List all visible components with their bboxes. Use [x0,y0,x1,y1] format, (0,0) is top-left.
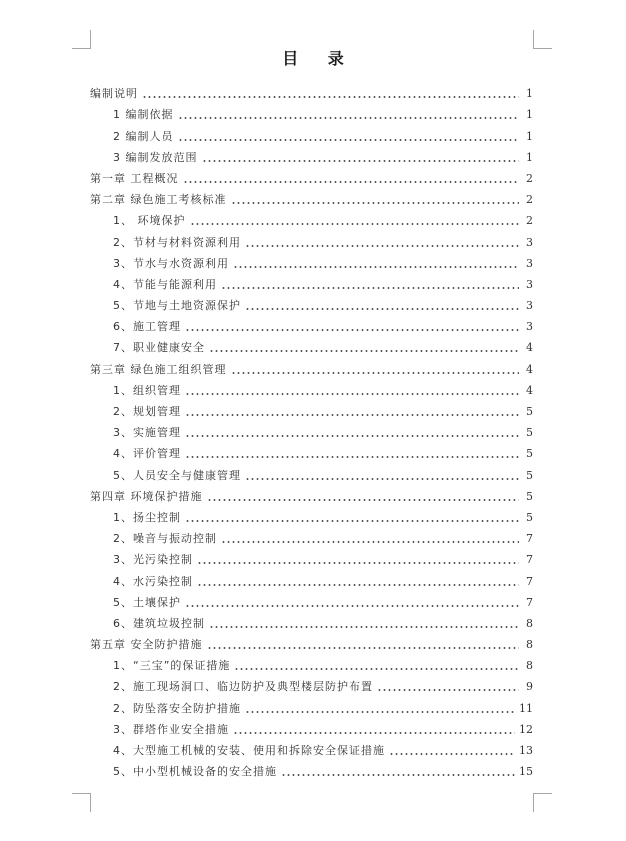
toc-entry-label: 第五章 安全防护措施 [90,638,203,652]
toc-entry[interactable] [90,419,533,440]
toc-entry-page-number: 2 [526,214,533,228]
toc-dot-leader [142,96,519,98]
toc-entry[interactable] [90,313,533,334]
toc-entry-page-number: 8 [526,638,533,652]
toc-entry[interactable] [90,144,533,165]
toc-entry-label: 4、水污染控制 [113,574,193,588]
toc-entry[interactable] [90,292,533,313]
toc-dot-leader [185,605,519,607]
toc-entry[interactable] [90,334,533,355]
toc-entry[interactable] [90,567,533,588]
crop-mark-bottom-right [533,793,552,812]
toc-dot-leader [185,456,519,458]
toc-dot-leader [183,181,520,183]
toc-entry-page-number: 7 [526,574,533,588]
toc-entry-label: 2、施工现场洞口、临边防护及典型楼层防护布置 [113,680,373,694]
toc-entry-label: 3、节水与水资源利用 [113,256,229,270]
toc-dot-leader [197,584,519,586]
toc-entry-page-number: 7 [526,532,533,546]
toc-dot-leader [185,520,519,522]
toc-dot-leader [185,435,519,437]
page-title: 目 录 [282,49,356,68]
toc-entry-page-number: 2 [526,193,533,207]
toc-dot-leader [245,478,519,480]
toc-entry-page-number: 7 [526,553,533,567]
toc-dot-leader [185,414,519,416]
toc-entry-label: 3 编制发放范围 [113,150,198,164]
toc-entry-page-number: 5 [526,447,533,461]
toc-entry-label: 5、土壤保护 [113,595,181,609]
toc-entry-label: 第二章 绿色施工考核标准 [90,193,227,207]
toc-dot-leader [221,287,519,289]
toc-entry[interactable] [90,101,533,122]
toc-dot-leader [178,139,520,141]
toc-dot-leader [190,223,520,225]
toc-entry-label: 1、扬尘控制 [113,510,181,524]
toc-entry[interactable] [90,228,533,249]
toc-entry[interactable] [90,504,533,525]
toc-entry-page-number: 8 [526,659,533,673]
toc-entry-label: 2 编制人员 [113,129,174,143]
toc-entry-label: 第一章 工程概况 [90,171,179,185]
toc-dot-leader [207,647,520,649]
toc-entry-page-number: 4 [526,383,533,397]
toc-entry[interactable] [90,652,533,673]
toc-entry-page-number: 4 [526,362,533,376]
toc-entry-page-number: 5 [526,468,533,482]
toc-entry[interactable] [90,377,533,398]
toc-dot-leader [207,499,520,501]
toc-entry-label: 3、光污染控制 [113,553,193,567]
toc-dot-leader [389,753,515,755]
toc-entry-page-number: 4 [526,341,533,355]
toc-entry-label: 5、中小型机械设备的安全措施 [113,765,277,779]
toc-entry-label: 1、 环境保护 [113,214,186,228]
toc-entry-label: 1、组织管理 [113,383,181,397]
toc-entry[interactable] [90,165,533,186]
toc-entry[interactable] [90,610,533,631]
toc-entry-page-number: 3 [526,235,533,249]
toc-entry-label: 3、实施管理 [113,426,181,440]
toc-entry[interactable] [90,716,533,737]
toc-dot-leader [209,626,519,628]
toc-dot-leader [245,245,519,247]
toc-entry[interactable] [90,525,533,546]
toc-entry-page-number: 5 [526,489,533,503]
toc-entry[interactable] [90,546,533,567]
toc-entry-label: 2、规划管理 [113,405,181,418]
toc-dot-leader [233,732,515,734]
toc-entry-label: 7、职业健康安全 [113,341,205,355]
toc-entry-label: 2、防坠落安全防护措施 [113,701,241,715]
toc-dot-leader [231,372,520,374]
toc-entry[interactable] [90,186,533,207]
toc-entry-label: 2、节材与材料资源利用 [113,235,241,249]
toc-dot-leader [178,117,520,119]
toc-entry-label: 6、施工管理 [113,320,181,334]
toc-entry[interactable] [90,271,533,292]
toc-dot-leader [233,266,519,268]
toc-entry-label: 5、节地与土地资源保护 [113,299,241,313]
toc-entry-label: 6、建筑垃圾控制 [113,616,205,630]
toc-entry[interactable] [90,461,533,482]
table-of-contents [90,80,533,779]
toc-entry-page-number: 3 [526,277,533,291]
toc-entry[interactable] [90,207,533,228]
toc-entry-label: 1 编制依据 [113,108,174,122]
toc-entry-label: 编制说明 [90,87,138,101]
crop-mark-bottom-left [72,793,91,812]
toc-entry[interactable] [90,80,533,101]
toc-entry-page-number: 1 [526,150,533,164]
toc-entry-page-number: 1 [526,87,533,101]
toc-entry-label: 3、群塔作业安全措施 [113,722,229,736]
toc-entry-label: 5、人员安全与健康管理 [113,468,241,482]
toc-dot-leader [185,393,519,395]
toc-entry[interactable] [90,673,533,694]
toc-entry-page-number: 12 [519,722,533,736]
toc-entry-page-number: 1 [526,129,533,143]
toc-entry[interactable] [90,483,533,504]
toc-entry-page-number: 7 [526,595,533,609]
toc-entry-label: 4、评价管理 [113,447,181,461]
toc-entry-page-number: 1 [526,108,533,122]
toc-entry-page-number: 5 [526,510,533,524]
toc-entry[interactable] [90,440,533,461]
toc-dot-leader [377,689,519,691]
toc-entry-page-number: 9 [526,680,533,694]
toc-entry-page-number: 8 [526,616,533,630]
toc-entry-label: 4、节能与能源利用 [113,277,217,291]
toc-dot-leader [245,308,519,310]
toc-entry[interactable] [90,122,533,143]
toc-entry-page-number: 2 [526,171,533,185]
toc-entry-label: 第三章 绿色施工组织管理 [90,362,227,376]
toc-dot-leader [209,350,519,352]
toc-dot-leader [231,202,520,204]
toc-entry[interactable] [90,250,533,271]
toc-entry[interactable] [90,355,533,376]
toc-entry-label: 2、噪音与振动控制 [113,532,217,546]
toc-dot-leader [221,541,519,543]
toc-dot-leader [245,711,515,713]
toc-entry-page-number: 11 [519,701,533,715]
toc-dot-leader [234,668,519,670]
toc-entry-page-number: 13 [519,744,533,757]
toc-entry-label: 1、“三宝”的保证措施 [113,659,231,673]
toc-entry-page-number: 3 [526,299,533,313]
toc-entry-page-number: 5 [526,426,533,440]
toc-entry[interactable] [90,589,533,610]
toc-entry[interactable] [90,631,533,652]
toc-dot-leader [281,774,515,776]
toc-entry-label: 4、大型施工机械的安装、使用和拆除安全保证措施 [113,744,385,757]
toc-entry[interactable] [90,398,533,419]
toc-dot-leader [197,562,519,564]
toc-dot-leader [185,329,519,331]
toc-entry[interactable] [90,694,533,715]
toc-entry[interactable] [90,758,533,779]
toc-entry-page-number: 15 [519,765,533,779]
toc-entry-page-number: 5 [526,405,533,418]
toc-entry-label: 第四章 环境保护措施 [90,489,203,503]
toc-entry-page-number: 3 [526,320,533,334]
toc-entry-page-number: 3 [526,256,533,270]
toc-entry[interactable] [90,737,533,758]
toc-dot-leader [202,160,520,162]
